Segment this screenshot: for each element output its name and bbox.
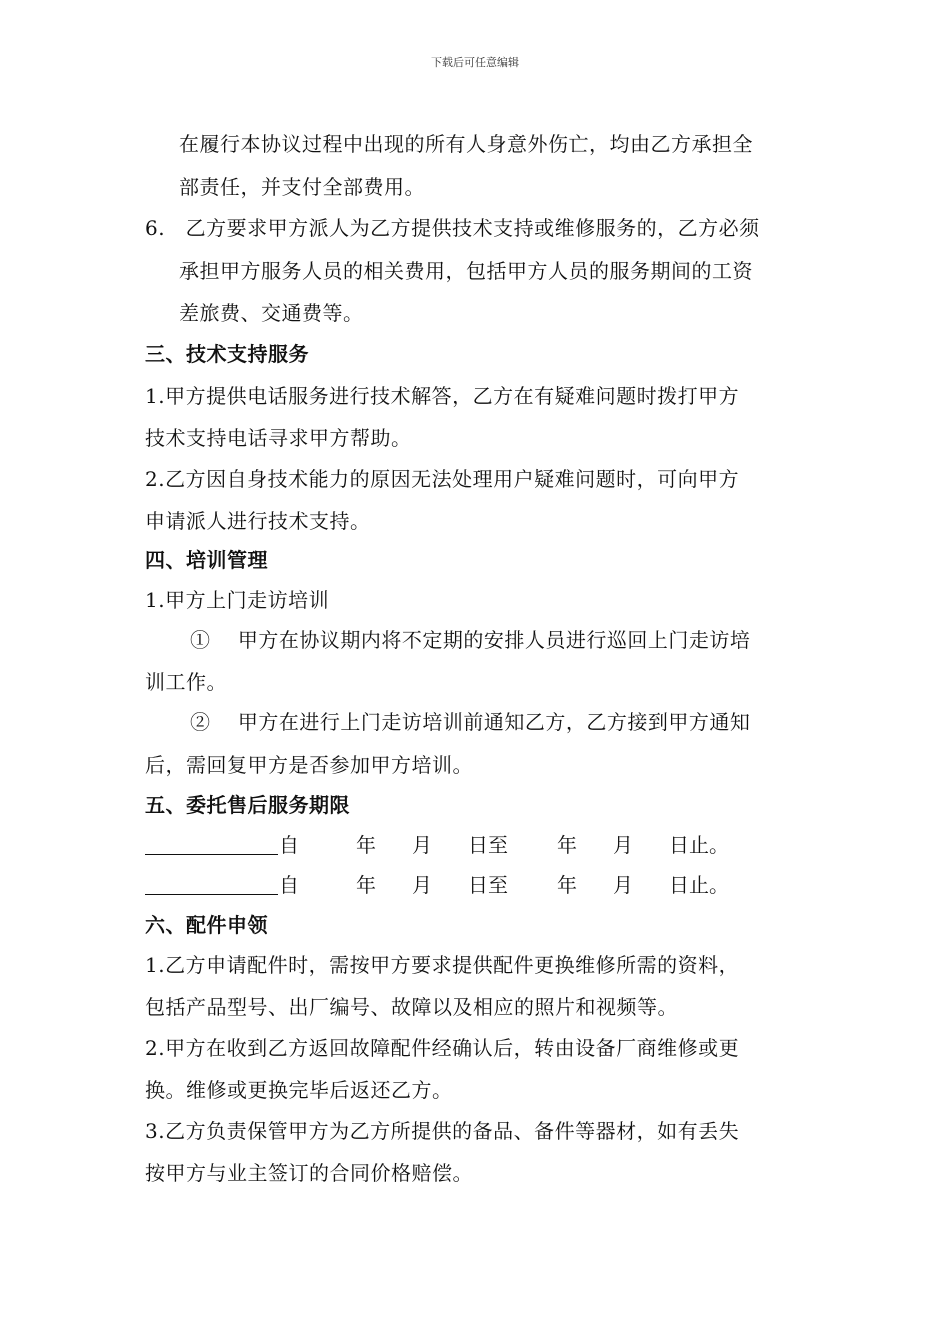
paragraph-line: 后，需回复甲方是否参加甲方培训。 — [145, 753, 473, 777]
paragraph-line: 2.乙方因自身技术能力的原因无法处理用户疑难问题时，可向甲方 — [145, 467, 740, 491]
term-year: 年 — [356, 873, 376, 897]
term-from: 自 — [279, 833, 299, 857]
paragraph-line: 1.乙方申请配件时，需按甲方要求提供配件更换维修所需的资料， — [145, 953, 740, 977]
paragraph-line: 换。维修或更换完毕后返还乙方。 — [145, 1078, 453, 1102]
term-row-1 — [145, 829, 845, 859]
term-day-to: 日至 — [468, 833, 508, 857]
paragraph-line: 差旅费、交通费等。 — [179, 301, 364, 325]
paragraph-line: 在履行本协议过程中出现的所有人身意外伤亡，均由乙方承担全 — [179, 132, 753, 156]
blank-underline — [145, 894, 278, 895]
paragraph-line: 按甲方与业主签订的合同价格赔偿。 — [145, 1161, 473, 1185]
term-day-end: 日止。 — [669, 833, 729, 857]
blank-underline — [145, 854, 278, 855]
section-heading-3: 三、技术支持服务 — [145, 342, 309, 366]
paragraph-line: 训工作。 — [145, 670, 227, 694]
header-note: 下载后可任意编辑 — [431, 56, 519, 69]
term-year: 年 — [557, 833, 577, 857]
paragraph-line: 1.甲方上门走访培训 — [145, 588, 330, 612]
term-day-end: 日止。 — [669, 873, 729, 897]
paragraph-line: 申请派人进行技术支持。 — [145, 509, 371, 533]
term-row-2 — [145, 869, 845, 899]
term-year: 年 — [557, 873, 577, 897]
term-month: 月 — [613, 833, 633, 857]
paragraph-line: 包括产品型号、出厂编号、故障以及相应的照片和视频等。 — [145, 995, 678, 1019]
paragraph-line: 3.乙方负责保管甲方为乙方所提供的备品、备件等器材，如有丢失 — [145, 1119, 740, 1143]
paragraph-line: 承担甲方服务人员的相关费用，包括甲方人员的服务期间的工资 — [179, 259, 753, 283]
section-heading-4: 四、培训管理 — [145, 548, 268, 572]
term-month: 月 — [613, 873, 633, 897]
paragraph-line: 1.甲方提供电话服务进行技术解答，乙方在有疑难问题时拨打甲方 — [145, 384, 740, 408]
term-year: 年 — [356, 833, 376, 857]
paragraph-line: ① 甲方在协议期内将不定期的安排人员进行巡回上门走访培 — [190, 628, 751, 652]
term-month: 月 — [412, 873, 432, 897]
section-heading-5: 五、委托售后服务期限 — [145, 793, 350, 817]
paragraph-line: ② 甲方在进行上门走访培训前通知乙方，乙方接到甲方通知 — [190, 710, 751, 734]
list-item-6: 6. 乙方要求甲方派人为乙方提供技术支持或维修服务的，乙方必须 — [145, 216, 760, 240]
paragraph-line: 部责任，并支付全部费用。 — [179, 175, 425, 199]
section-heading-6: 六、配件申领 — [145, 913, 268, 937]
paragraph-line: 2.甲方在收到乙方返回故障配件经确认后，转由设备厂商维修或更 — [145, 1036, 740, 1060]
paragraph-line: 技术支持电话寻求甲方帮助。 — [145, 426, 412, 450]
term-day-to: 日至 — [468, 873, 508, 897]
term-from: 自 — [279, 873, 299, 897]
term-month: 月 — [412, 833, 432, 857]
